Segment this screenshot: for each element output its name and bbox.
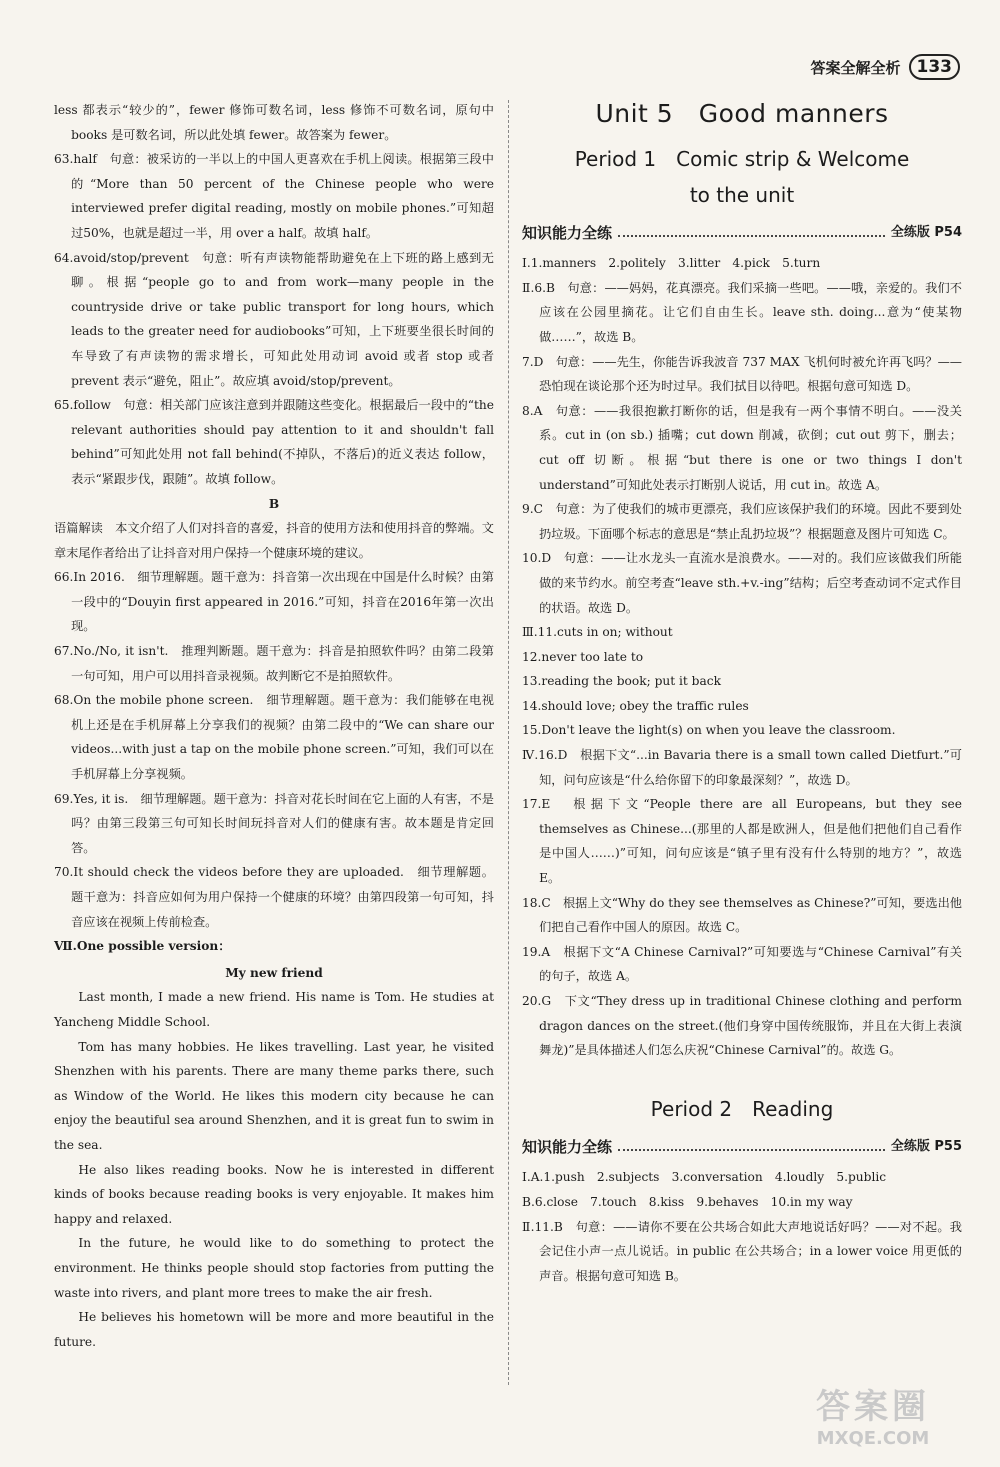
- answer-item: Ⅰ.1.manners 2.politely 3.litter 4.pick 5.turn: [522, 256, 821, 271]
- answer-item: 65.follow 句意：相关部门应该注意到并跟随这些变化。根据最后一段中的“the relevant authorities should pay attention to it and shouldn't fall behind”可知此处用 not fall behind(不掉队，不落后)的近义表达 follow，表示“紧跟步伐，跟随”。故填 follow。: [54, 398, 494, 486]
- answer-item: 8.A 句意：——我很抱歉打断你的话，但是我有一两个事情不明白。——没关系。cut in (on sb.) 插嘴；cut down 削减，砍倒；cut out 剪下，删去；cut off 切断。根据“but there is one or two things I don't understand”可知此处表示打断别人说话，用 cut in。故选 A。: [522, 403, 962, 492]
- answer-item: less 都表示“较少的”，fewer 修饰可数名词，less 修饰不可数名词，原句中 books 是可数名词，所以此处填 fewer。故答案为 fewer。: [54, 103, 494, 142]
- answer-item: 19.A 根据下文“A Chinese Carnival?”可知要选与“Chinese Carnival”有关的句子，故选 A。: [522, 944, 962, 984]
- answer-item: 64.avoid/stop/prevent 句意：听有声读物能帮助避免在上下班的路上感到无聊。根据“people go to and from work—many people in the countryside drive or take public transport for long hours, which leads to the greater need for audiobooks”可知，上下班要坐很长时间的车导致了有声读物的需求增长，可知此处用动词 avoid 或者 stop 或者 prevent 表示“避免，阻止”。故应填 avoid/stop/prevent。: [54, 250, 494, 388]
- site-watermark: [768, 1379, 978, 1449]
- column-divider: [508, 100, 509, 1385]
- essay-title: My new friend: [225, 965, 323, 980]
- period2-title: Period 2 Reading: [650, 1096, 834, 1121]
- answer-item: 12.never too late to: [522, 649, 644, 664]
- answer-item: 68.On the mobile phone screen. 细节理解题。题干意为：我们能够在电视机上还是在手机屏幕上分享我们的视频？由第二段中的“We can share our videos...with just a tap on the mobile phone screen.”可知，我们可以在手机屏幕上分享视频。: [54, 693, 494, 782]
- essay-paragraph: Last month, I made a new friend. His name is Tom. He studies at Yancheng Middle School.: [54, 990, 494, 1029]
- answer-item: Ⅲ.11.cuts in on; without: [522, 625, 673, 640]
- passage-analysis: 语篇解读 本文介绍了人们对抖音的喜爱，抖音的使用方法和使用抖音的弊端。文章末尾作者给出了让抖音对用户保持一个健康环境的建议。: [54, 521, 494, 560]
- essay-paragraph: In the future, he would like to do something to protect the environment. He thinks people should stop factories from putting the waste into rivers, and plant more trees to make the air fresh.: [54, 1236, 494, 1300]
- section-page-tag: 全练版 P54: [890, 224, 962, 240]
- unit-title: Unit 5 Good manners: [595, 99, 889, 128]
- period1-title-line2: to the unit: [689, 182, 795, 207]
- essay-body: [54, 985, 494, 1354]
- answer-item: 17.E 根据下文“People there are all Europeans, but they see themselves as Chinese...(那里的人都是欧洲人，但是他们把他们自己看作是中国人……)”可知，问句应该是“镇子里有没有什么特别的地方？”，故选 E。: [522, 797, 962, 886]
- answer-item: Ⅰ.A.1.push 2.subjects 3.conversation 4.loudly 5.public: [522, 1170, 887, 1185]
- essay-paragraph: He believes his hometown will be more and more beautiful in the future.: [54, 1310, 494, 1349]
- section-label: 知识能力全练: [522, 223, 613, 242]
- answer-item: Ⅱ.11.B 句意：——请你不要在公共场合如此大声地说话好吗？——对不起。我会记住小声一点儿说话。in public 在公共场合；in a lower voice 用更低的声音。根据句意可知选 B。: [522, 1219, 962, 1283]
- dotted-leader: [618, 1149, 885, 1151]
- watermark-logo-text: 答案圈: [816, 1387, 930, 1427]
- page-number: 133: [909, 54, 961, 80]
- period1-title: [522, 141, 962, 213]
- period1-title-line1: Period 1 Comic strip & Welcome: [574, 146, 910, 171]
- answer-item: 13.reading the book; put it back: [522, 674, 721, 689]
- section-b-heading: B: [268, 496, 280, 511]
- essay-intro: Ⅶ.One possible version：: [54, 939, 231, 954]
- answer-item: 15.Don't leave the light(s) on when you leave the classroom.: [522, 723, 896, 738]
- dotted-leader: [618, 235, 885, 237]
- header-label: 答案全解全析: [810, 58, 901, 77]
- section-bar-2: [522, 1135, 962, 1160]
- answer-item: 14.should love; obey the traffic rules: [522, 698, 749, 713]
- essay-paragraph: He also likes reading books. Now he is interested in different kinds of books because reading books is very enjoyable. It makes him happy and relaxed.: [54, 1162, 494, 1226]
- answer-item: Ⅳ.16.D 根据下文“...in Bavaria there is a small town called Dietfurt.”可知，问句应该是“什么给你留下的印象最深刻？”，故选 D。: [522, 748, 962, 787]
- answer-item: 18.C 根据上文“Why do they see themselves as Chinese?”可知，要选出他们把自己看作中国人的原因。故选 C。: [522, 895, 962, 935]
- page-header: [810, 54, 960, 80]
- section-label: 知识能力全练: [522, 1137, 613, 1156]
- answer-item: 10.D 句意：——让水龙头一直流水是浪费水。——对的。我们应该做我们所能做的来节约水。前空考查“leave sth.+v.-ing”结构；后空考查动词不定式作目的状语。故选 D。: [522, 551, 962, 615]
- answer-item: 7.D 句意：——先生，你能告诉我波音 737 MAX 飞机何时被允许再飞吗？——恐怕现在谈论那个还为时过早。我们拭目以待吧。根据句意可知选 D。: [522, 354, 962, 394]
- right-column: [522, 98, 962, 1288]
- answer-item: Ⅱ.6.B 句意：——妈妈，花真漂亮。我们采摘一些吧。——哦，亲爱的。我们不应该在公园里摘花。让它们自由生长。leave sth. doing...意为“使某物做……”，故选 B。: [522, 280, 962, 344]
- answer-item: 20.G 下文“They dress up in traditional Chinese clothing and perform dragon dances on the street.(他们身穿中国传统服饰，并且在大街上表演舞龙)”是具体描述人们怎么庆祝“Chinese Carnival”的。故选 G。: [522, 994, 962, 1058]
- section-bar-1: [522, 221, 962, 246]
- answer-item: 70.It should check the videos before they are uploaded. 细节理解题。题干意为：抖音应如何为用户保持一个健康的环境？由第四段第一句可知，抖音应该在视频上传前检查。: [54, 865, 494, 929]
- answer-item: 69.Yes, it is. 细节理解题。题干意为：抖音对花长时间在它上面的人有害，不是吗？由第三段第三句可知长时间玩抖音对人们的健康有害。故本题是肯定回答。: [54, 791, 494, 855]
- answer-item: 66.In 2016. 细节理解题。题干意为：抖音第一次出现在中国是什么时候？由第一段中的“Douyin first appeared in 2016.”可知，抖音在2016年第一次出现。: [54, 570, 494, 634]
- section-page-tag: 全练版 P55: [890, 1138, 962, 1154]
- answer-item: 67.No./No, it isn't. 推理判断题。题干意为：抖音是拍照软件吗？由第二段第一句可知，用户可以用抖音录视频。故判断它不是拍照软件。: [54, 644, 494, 683]
- left-column: [54, 98, 494, 1354]
- essay-paragraph: Tom has many hobbies. He likes travelling. Last year, he visited Shenzhen with his parents. There are many theme parks there, such as Window of the World. He likes this modern city because he can enjoy the beautiful sea around Shenzhen, and it is great fun to swim in the sea.: [54, 1039, 494, 1152]
- watermark-domain: MXQE.COM: [816, 1428, 930, 1449]
- answer-item: 9.C 句意：为了使我们的城市更漂亮，我们应该保护我们的环境。因此不要到处扔垃圾。下面哪个标志的意思是“禁止乱扔垃圾”？根据题意及图片可知选 C。: [522, 502, 962, 541]
- answer-item: 63.half 句意：被采访的一半以上的中国人更喜欢在手机上阅读。根据第三段中的“More than 50 percent of the Chinese people who were interviewed prefer digital reading, mostly on mobile phones.”可知超过50%，也就是超过一半，用 over a half。故填 half。: [54, 152, 494, 240]
- answer-item: B.6.close 7.touch 8.kiss 9.behaves 10.in my way: [522, 1194, 853, 1209]
